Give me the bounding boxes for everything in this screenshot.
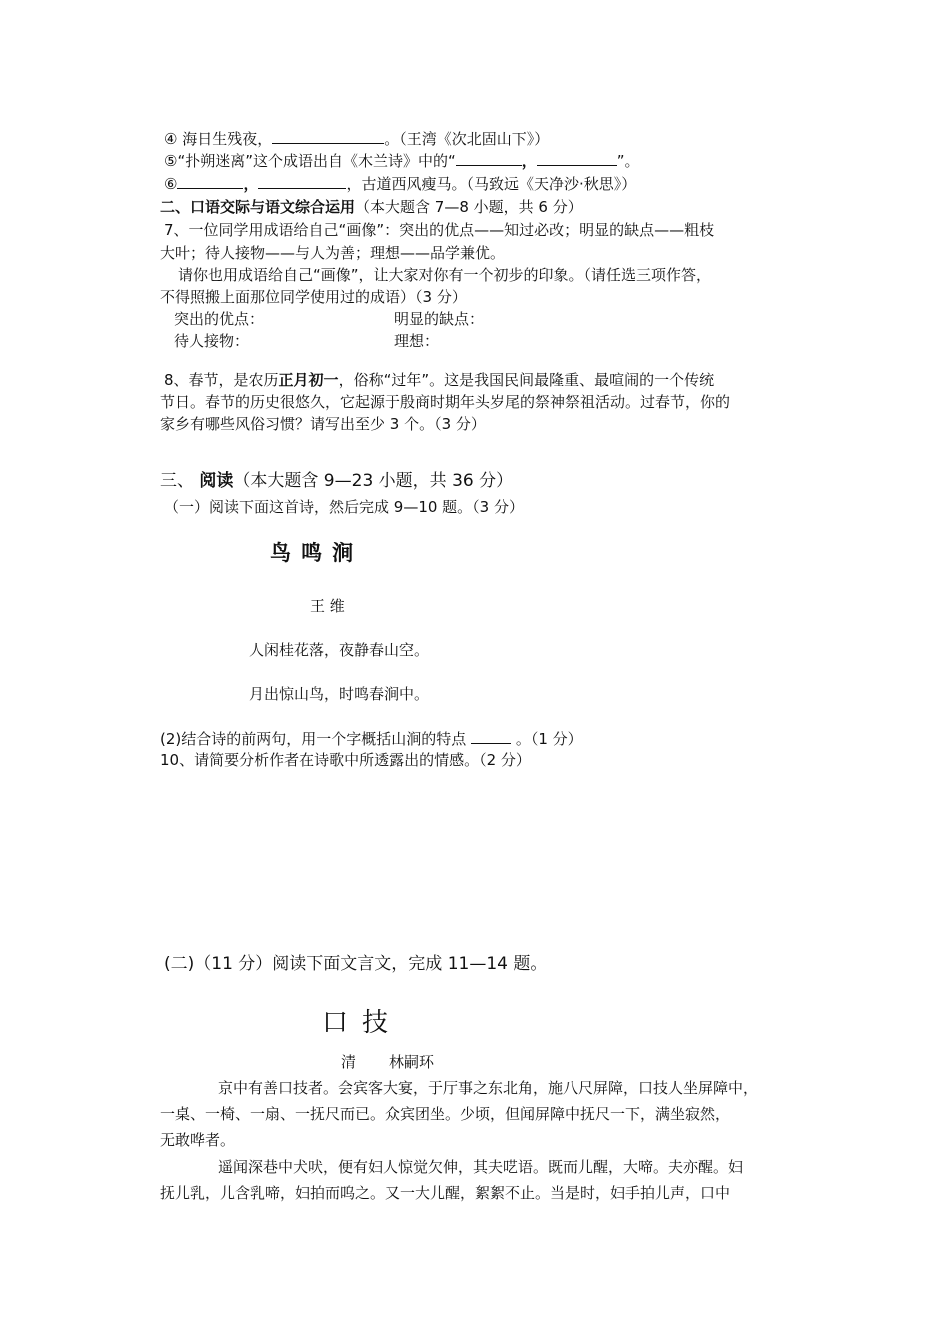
section-3-heading <box>160 471 513 491</box>
question-8-bold-text: 正月初一 <box>278 371 339 389</box>
question-8-line-1 <box>164 370 714 390</box>
part-1-instruction: （一）阅读下面这首诗，然后完成 9—10 题。（3 分） <box>164 498 524 516</box>
question-6-5-text-b: ”。 <box>616 152 640 170</box>
question-9-text-b: 。（1 分） <box>515 730 583 748</box>
prose-paragraph-2-line-1: 遥闻深巷中犬吠，便有妇人惊觉欠伸，其夫呓语。既而儿醒，大啼。夫亦醒。妇 <box>218 1158 744 1176</box>
section-2-note: （本大题含 7—8 小题，共 6 分） <box>355 198 583 216</box>
section-3-title: 阅读 <box>199 471 234 491</box>
question-6-4-text-a: ④ 海日生残夜， <box>164 130 273 148</box>
question-6-6-text-b: ，古道西风瘦马。（马致远《天净沙·秋思》） <box>346 175 637 193</box>
question-7-line-4: 不得照搬上面那位同学使用过的成语）（3 分） <box>160 288 467 306</box>
answer-blank-6-6-2[interactable] <box>258 173 346 189</box>
answer-label-ideal: 理想： <box>394 332 440 350</box>
question-6-6-separator: ， <box>243 175 259 193</box>
question-8-line-2: 节日。春节的历史很悠久，它起源于殷商时期年头岁尾的祭神祭祖活动。过春节，你的 <box>160 393 731 411</box>
question-6-5-separator: ， <box>521 152 537 170</box>
question-6-6 <box>164 173 636 194</box>
question-6-5-text-a: ⑤“扑朔迷离”这个成语出自《木兰诗》中的“ <box>164 152 456 170</box>
question-6-6-text-a: ⑥ <box>164 175 178 193</box>
poem-title: 鸟鸣涧 <box>270 541 363 565</box>
section-3-number: 三、 <box>160 471 194 491</box>
prose-paragraph-1-line-2: 一桌、一椅、一扇、一抚尺而已。众宾团坐。少顷，但闻屏障中抚尺一下，满坐寂然， <box>160 1105 731 1123</box>
part-2-instruction: (二)（11 分）阅读下面文言文，完成 11—14 题。 <box>164 954 548 974</box>
question-10: 10、请简要分析作者在诗歌中所透露出的情感。（2 分） <box>160 751 531 769</box>
answer-blank-6-5-1[interactable] <box>456 150 522 166</box>
section-2-number: 二、 <box>160 198 191 216</box>
prose-paragraph-2-line-2: 抚儿乳，儿含乳啼，妇拍而呜之。又一大儿醒，絮絮不止。当是时，妇手拍儿声，口中 <box>160 1184 731 1202</box>
question-8-line-3: 家乡有哪些风俗习惯？请写出至少 3 个。（3 分） <box>160 415 486 433</box>
question-8-text-a: 8、春节，是农历 <box>164 371 279 389</box>
answer-blank-6-4[interactable] <box>272 128 384 144</box>
answer-blank-6-6-1[interactable] <box>177 173 243 189</box>
question-9-text-a: (2)结合诗的前两句，用一个字概括山涧的特点 <box>160 730 467 748</box>
question-7-line-2: 大叶；待人接物——与人为善；理想——品学兼优。 <box>160 244 506 262</box>
answer-label-strength: 突出的优点： <box>174 310 265 328</box>
question-7-line-3: 请你也用成语给自己“画像”，让大家对你有一个初步的印象。（请任选三项作答， <box>178 266 712 284</box>
question-6-4-text-b: 。（王湾《次北固山下》） <box>384 130 550 148</box>
answer-blank-6-5-2[interactable] <box>537 150 617 166</box>
answer-blank-9[interactable] <box>471 728 511 744</box>
question-7-line-1: 7、一位同学用成语给自己“画像”：突出的优点——知过必改；明显的缺点——粗枝 <box>164 221 715 239</box>
question-6-5 <box>164 150 640 171</box>
prose-paragraph-1-line-3: 无敢哗者。 <box>160 1131 236 1149</box>
question-8-text-b: ，俗称“过年”。这是我国民间最隆重、最喧闹的一个传统 <box>338 371 715 389</box>
poem-line-1: 人闲桂花落，夜静春山空。 <box>249 641 430 659</box>
prose-title: 口技 <box>322 1008 403 1038</box>
section-3-note: （本大题含 9—23 小题，共 36 分） <box>233 471 514 491</box>
poem-author: 王 维 <box>310 597 345 615</box>
section-2-heading <box>160 197 583 217</box>
answer-label-weakness: 明显的缺点： <box>394 310 485 328</box>
prose-paragraph-1-line-1: 京中有善口技者。会宾客大宴，于厅事之东北角，施八尺屏障，口技人坐屏障中， <box>218 1079 759 1097</box>
prose-dynasty: 清 <box>341 1053 357 1071</box>
question-9 <box>160 728 583 749</box>
poem-line-2: 月出惊山鸟，时鸣春涧中。 <box>249 685 430 703</box>
question-6-4 <box>164 128 549 149</box>
prose-author: 林嗣环 <box>389 1053 435 1071</box>
answer-label-manners: 待人接物： <box>174 332 250 350</box>
section-2-title: 口语交际与语文综合运用 <box>190 198 356 216</box>
